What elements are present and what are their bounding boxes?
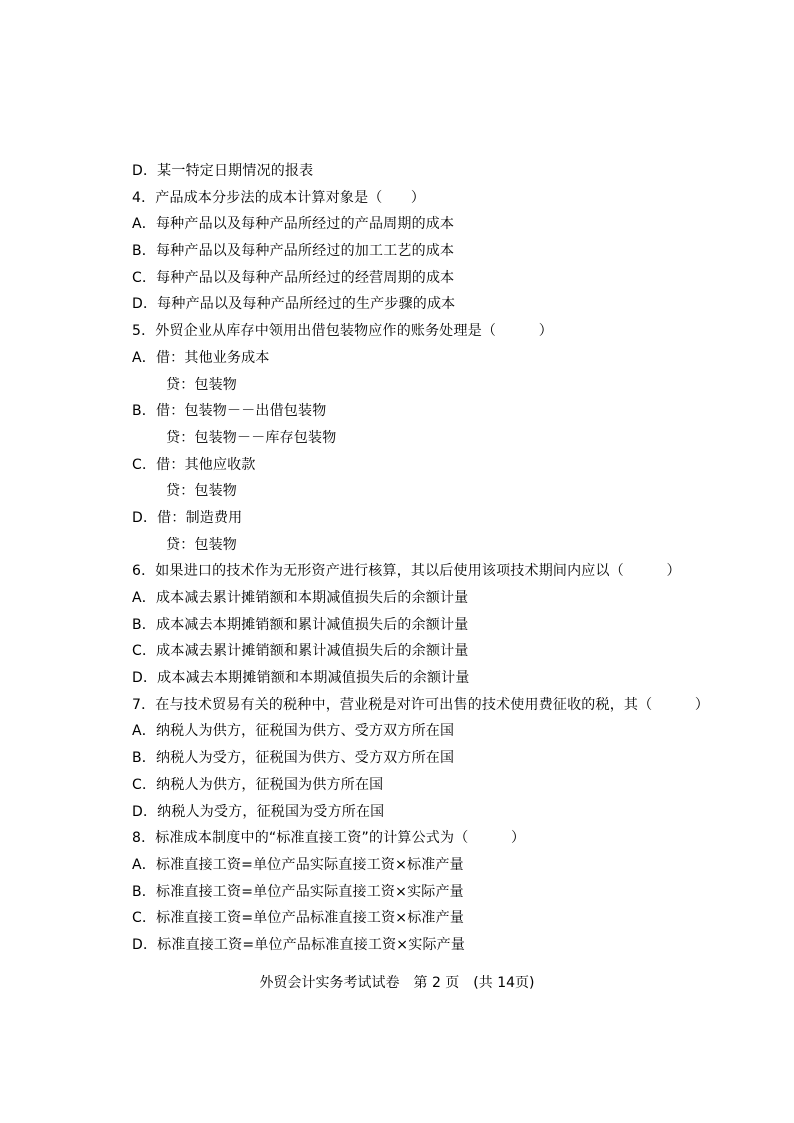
exam-text-line: C．纳税人为供方，征税国为供方所在国 xyxy=(132,776,384,793)
exam-text-line: B．成本减去本期摊销额和累计减值损失后的余额计量 xyxy=(132,616,469,633)
answer-continuation-line: 贷：包装物 xyxy=(166,536,237,553)
exam-text-line: 6．如果进口的技术作为无形资产进行核算，其以后使用该项技术期间内应以（ ） xyxy=(132,563,681,580)
answer-continuation-line: 贷：包装物 xyxy=(166,376,237,393)
answer-continuation-line: 贷：包装物 xyxy=(166,483,237,500)
exam-content xyxy=(132,158,712,959)
exam-text-line: 5．外贸企业从库存中领用出借包装物应作的账务处理是（ ） xyxy=(132,323,553,340)
exam-text-line: A．借：其他业务成本 xyxy=(132,349,270,366)
exam-text-line: A．每种产品以及每种产品所经过的产品周期的成本 xyxy=(132,216,455,233)
exam-text-line: D．某一特定日期情况的报表 xyxy=(132,163,314,179)
exam-text-line: C．每种产品以及每种产品所经过的经营周期的成本 xyxy=(132,269,455,286)
exam-text-line: C．借：其他应收款 xyxy=(132,456,256,473)
exam-text-line: C．标准直接工资=单位产品标准直接工资×标准产量 xyxy=(132,910,465,927)
exam-text-line: D．成本减去本期摊销额和本期减值损失后的余额计量 xyxy=(132,670,470,687)
exam-text-line: A．纳税人为供方，征税国为供方、受方双方所在国 xyxy=(132,723,455,740)
exam-text-line: D．借：制造费用 xyxy=(132,509,243,526)
exam-text-line: D．每种产品以及每种产品所经过的生产步骤的成本 xyxy=(132,296,456,313)
exam-text-line: D．纳税人为受方，征税国为受方所在国 xyxy=(132,803,385,820)
page-footer: 外贸会计实务考试试卷 第 2 页 (共 14页) xyxy=(259,975,535,991)
exam-text-line: B．纳税人为受方，征税国为供方、受方双方所在国 xyxy=(132,750,455,767)
exam-text-line: 4．产品成本分步法的成本计算对象是（ ） xyxy=(132,189,426,206)
exam-text-line: 8．标准成本制度中的“标准直接工资”的计算公式为（ ） xyxy=(132,830,526,847)
exam-text-line: B．标准直接工资=单位产品实际直接工资×实际产量 xyxy=(132,883,464,900)
exam-text-line: C．成本减去累计摊销额和累计减值损失后的余额计量 xyxy=(132,643,469,660)
answer-continuation-line: 贷：包装物－－库存包装物 xyxy=(166,429,337,446)
exam-text-line: 7．在与技术贸易有关的税种中，营业税是对许可出售的技术使用费征收的税，其（ ） xyxy=(132,696,710,713)
exam-text-line: B．每种产品以及每种产品所经过的加工工艺的成本 xyxy=(132,243,455,260)
exam-text-line: D．标准直接工资=单位产品标准直接工资×实际产量 xyxy=(132,936,466,953)
exam-text-line: B．借：包装物－－出借包装物 xyxy=(132,403,327,420)
exam-text-line: A．标准直接工资=单位产品实际直接工资×标准产量 xyxy=(132,856,464,873)
exam-text-line: A．成本减去累计摊销额和本期减值损失后的余额计量 xyxy=(132,590,469,606)
